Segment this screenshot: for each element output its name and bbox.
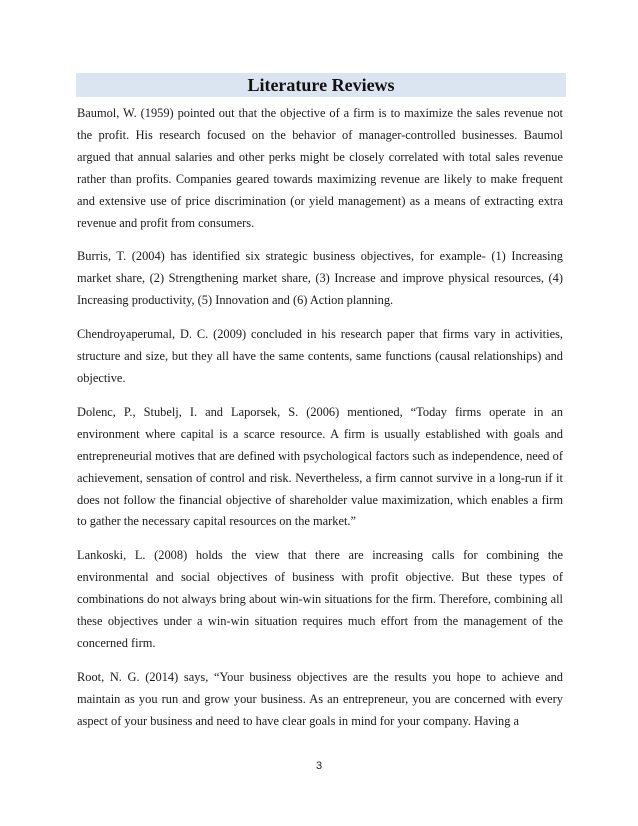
paragraph-burris: Burris, T. (2004) has identified six strategic business objectives, for example- (1) Increasing market share, (2) Strengthening market share, (3) Increase and improve physical resources, (4) Increasing productivity, (5) Innovation and (6) Action planning.	[77, 249, 563, 308]
paragraph-root: Root, N. G. (2014) says, “Your business objectives are the results you hope to achieve and maintain as you run and grow your business. As an entrepreneur, you are concerned with every aspect of your business and need to have clear goals in mind for your company. Having a	[77, 669, 563, 728]
body-text	[77, 103, 563, 733]
section-title: Literature Reviews	[76, 73, 566, 97]
paragraph-chendroyaperumal: Chendroyaperumal, D. C. (2009) concluded in his research paper that firms vary in activities, structure and size, but they all have the same contents, same functions (causal relationships) and objective.	[77, 327, 563, 385]
paragraph-dolenc: Dolenc, P., Stubelj, I. and Laporsek, S. (2006) mentioned, “Today firms operate in an environment where capital is a scarce resource. A firm is usually established with goals and entrepreneurial motives that are defined with psychological factors such as independence, need of achievement, sensation of control and risk. Nevertheless, a firm cannot survive in a long-run if it does not follow the financial objective of shareholder value maximization, which enables a firm to gather the necessary capital resources on the market.”	[77, 404, 563, 529]
paragraph-baumol: Baumol, W. (1959) pointed out that the objective of a firm is to maximize the sales revenue not the profit. His research focused on the behavior of manager-controlled businesses. Baumol argued that annual salaries and other perks might be closely correlated with total sales revenue rather than profits. Companies geared towards maximizing revenue are likely to make frequent and extensive use of price discrimination (or yield management) as a means of extracting extra revenue and profit from consumers.	[77, 106, 563, 230]
paragraph-lankoski: Lankoski, L. (2008) holds the view that there are increasing calls for combining the environmental and social objectives of business with profit objective. But these types of combinations do not always bring about win-win situations for the firm. Therefore, combining all these objectives under a win-win situation requires much effort from the management of the concerned firm.	[77, 548, 563, 650]
page-number: 3	[315, 760, 323, 772]
